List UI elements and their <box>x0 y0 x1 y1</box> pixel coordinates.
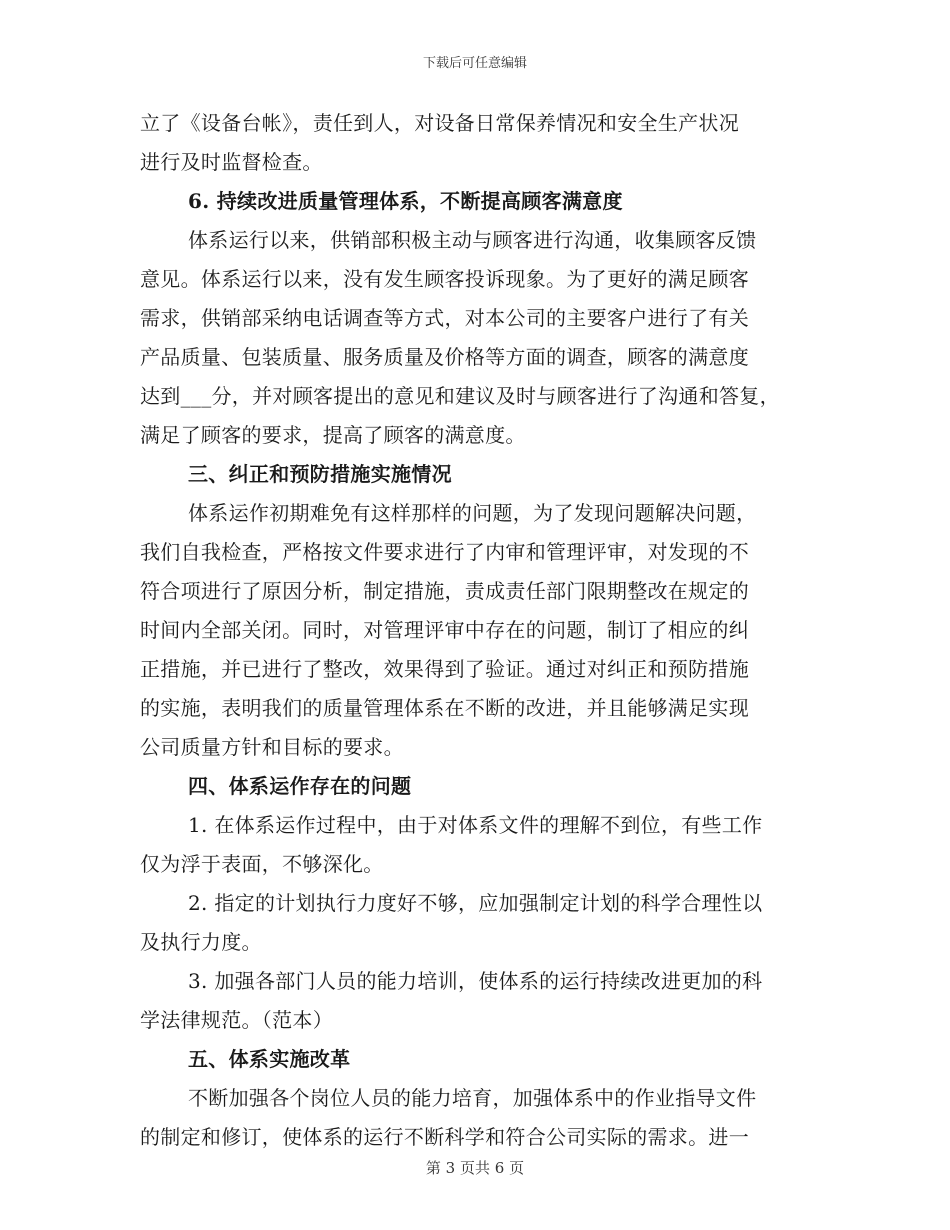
page-number: 第 3 页共 6 页 <box>425 1159 525 1177</box>
paragraph-line: 产品质量、包装质量、服务质量及价格等方面的调查，顾客的满意度 <box>140 345 749 369</box>
document-body <box>140 104 820 1157</box>
paragraph-line: 正措施，并已进行了整改，效果得到了验证。通过对纠正和预防措施 <box>140 657 749 681</box>
paragraph-line: 意见。体系运行以来，没有发生顾客投诉现象。为了更好的满足顾客 <box>140 267 749 291</box>
paragraph-line: 时间内全部关闭。同时，对管理评审中存在的问题，制订了相应的纠 <box>140 618 749 642</box>
paragraph-line: 的实施，表明我们的质量管理体系在不断的改进，并且能够满足实现 <box>140 696 749 720</box>
page-header: 下载后可任意编辑 <box>422 56 527 71</box>
paragraph-line: 公司质量方针和目标的要求。 <box>140 735 404 759</box>
section-heading: 五、体系实施改革 <box>188 1047 351 1071</box>
section-heading: 四、体系运作存在的问题 <box>188 774 412 798</box>
paragraph-line: 满足了顾客的要求，提高了顾客的满意度。 <box>140 423 526 447</box>
list-item: 2. 指定的计划执行力度好不够，应加强制定计划的科学合理性以 <box>188 891 763 915</box>
paragraph-line: 进行及时监督检查。 <box>140 150 323 174</box>
paragraph-line: 需求，供销部采纳电话调查等方式，对本公司的主要客户进行了有关 <box>140 306 749 330</box>
paragraph-line: 符合项进行了原因分析，制定措施，责成责任部门限期整改在规定的 <box>140 579 749 603</box>
paragraph-line: 仅为浮于表面，不够深化。 <box>140 852 384 876</box>
list-item: 3. 加强各部门人员的能力培训，使体系的运行持续改进更加的科 <box>188 969 763 993</box>
paragraph-line: 我们自我检查，严格按文件要求进行了内审和管理评审，对发现的不 <box>140 540 749 564</box>
list-item: 1. 在体系运作过程中，由于对体系文件的理解不到位，有些工作 <box>188 813 763 837</box>
paragraph-line: 学法律规范。（范本） <box>140 1008 333 1032</box>
paragraph-line: 的制定和修订，使体系的运行不断科学和符合公司实际的需求。进一 <box>140 1125 749 1149</box>
paragraph-line: 体系运行以来，供销部积极主动与顾客进行沟通，收集顾客反馈 <box>188 228 757 252</box>
paragraph-line: 不断加强各个岗位人员的能力培育，加强体系中的作业指导文件 <box>188 1086 757 1110</box>
paragraph-line: 体系运作初期难免有这样那样的问题，为了发现问题解决问题， <box>188 501 757 525</box>
section-heading: 6. 持续改进质量管理体系，不断提高顾客满意度 <box>188 189 623 213</box>
paragraph-line: 及执行力度。 <box>140 930 262 954</box>
section-heading: 三、纠正和预防措施实施情况 <box>188 462 452 486</box>
paragraph-line: 立了《设备台帐》，责任到人，对设备日常保养情况和安全生产状况 <box>140 111 739 135</box>
paragraph-line: 达到___分，并对顾客提出的意见和建议及时与顾客进行了沟通和答复， <box>140 384 780 408</box>
